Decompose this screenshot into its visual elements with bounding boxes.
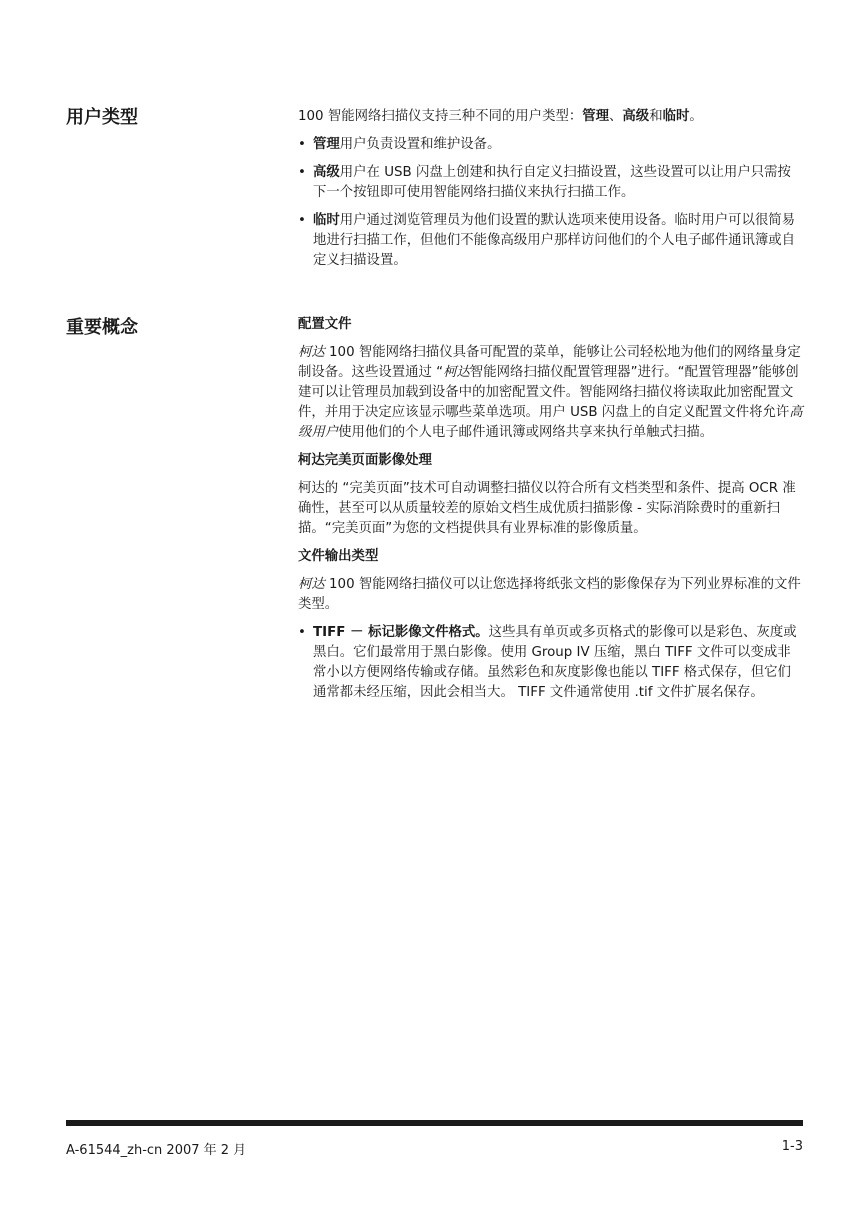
section-heading-key-concepts: 重要概念 <box>66 317 138 338</box>
footer-page-number: 1-3 <box>781 1139 803 1154</box>
user-types-body <box>298 107 803 271</box>
list-item: • 高级用户在 USB 闪盘上创建和执行自定义扫描设置，这些设置可以让用户只需按下一个按钮即可使用智能网络扫描仪来执行扫描工作。 <box>298 165 791 200</box>
key-concepts-body <box>298 315 803 703</box>
list-item: • TIFF － 标记影像文件格式。这些具有单页或多页格式的影像可以是彩色、灰度或黑白。它们最常用于黑白影像。使用 Group IV 压缩，黑白 TIFF 文件可以变成非常小以方便网络传输或存储。虽然彩色和灰度影像也能以 TIFF 格式保存，但它们通常都未经压缩，因此会相当大。 TIFF 文件通常使用 .tif 文件扩展名保存。 <box>298 625 797 700</box>
output-types-paragraph: 柯达 100 智能网络扫描仪可以让您选择将纸张文档的影像保存为下列业界标准的文件类型。 <box>298 577 801 612</box>
perfect-page-paragraph: 柯达的 “完美页面”技术可自动调整扫描仪以符合所有文档类型和条件、提高 OCR 准确性，甚至可以从质量较差的原始文档生成优质扫描影像 - 实际消除费时的重新扫描。“完美页面”为您的文档提供具有业界标准的影像质量。 <box>298 481 796 536</box>
footer-doc-id: A-61544_zh-cn 2007 年 2 月 <box>66 1143 247 1158</box>
list-item: • 管理用户负责设置和维护设备。 <box>298 137 501 152</box>
list-item: • 临时用户通过浏览管理员为他们设置的默认选项来使用设备。临时用户可以很简易地进行扫描工作，但他们不能像高级用户那样访问他们的个人电子邮件通讯簿或自定义扫描设置。 <box>298 213 796 268</box>
section-heading-user-types: 用户类型 <box>66 107 138 128</box>
footer-rule <box>66 1120 803 1126</box>
user-types-intro: 100 智能网络扫描仪支持三种不同的用户类型：管理、高级和临时。 <box>298 109 703 124</box>
subheading-perfect-page: 柯达完美页面影像处理 <box>298 453 432 468</box>
config-files-paragraph: 柯达 100 智能网络扫描仪具备可配置的菜单，能够让公司轻松地为他们的网络量身定制设备。这些设置通过 “柯达智能网络扫描仪配置管理器”进行。“配置管理器”能够创建可以让管理员加载到设备中的加密配置文件。智能网络扫描仪将读取此加密配置文件，并用于决定应该显示哪些菜单选项。用户 USB 闪盘上的自定义配置文件将允许高级用户使用他们的个人电子邮件通讯簿或网络共享来执行单触式扫描。 <box>298 345 803 440</box>
subheading-output-types: 文件输出类型 <box>298 549 379 564</box>
subheading-config-files: 配置文件 <box>298 317 352 332</box>
